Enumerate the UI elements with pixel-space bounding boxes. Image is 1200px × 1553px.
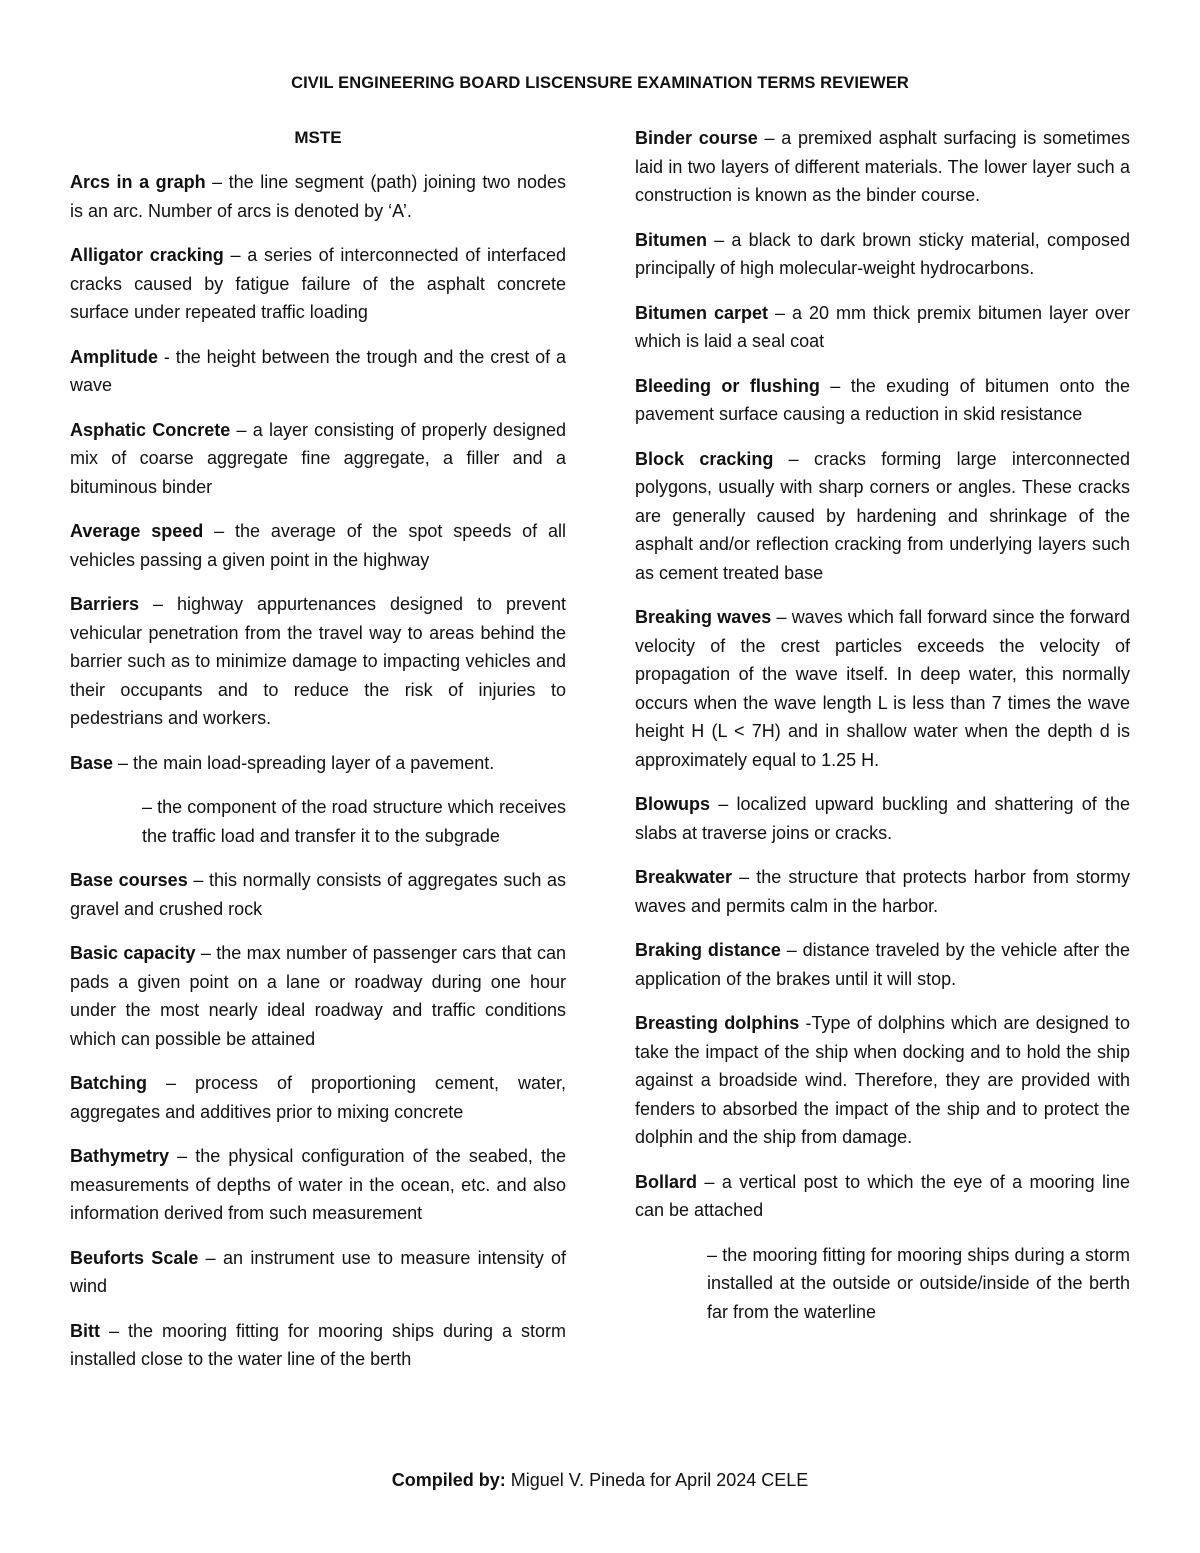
- entry-definition: the mooring fitting for mooring ships during a storm installed close to the water line of the berth: [70, 1320, 567, 1369]
- glossary-entry: [635, 790, 1130, 847]
- entry-term: Base courses: [70, 870, 188, 890]
- glossary-entry: [70, 939, 566, 1053]
- entry-separator: –: [113, 752, 134, 773]
- entry-term: Bleeding or flushing: [635, 375, 820, 396]
- entry-separator: –: [819, 375, 851, 396]
- entry-separator: -: [799, 1013, 812, 1033]
- right-entries: [635, 124, 1130, 1326]
- glossary-entry: [70, 1142, 566, 1228]
- glossary-entry: [70, 343, 566, 400]
- entry-term: Binder course: [635, 128, 758, 148]
- entry-separator: –: [780, 940, 803, 960]
- page-title: CIVIL ENGINEERING BOARD LISCENSURE EXAMINATION TERMS REVIEWER: [291, 74, 909, 92]
- glossary-entry: [70, 416, 566, 502]
- entry-separator: –: [773, 448, 814, 469]
- entry-term: Amplitude: [70, 346, 158, 367]
- entry-definition: a series of interconnected of interfaced cracks caused by fatigue failure of the asphalt concrete surface under repeated traffic loading: [70, 245, 566, 322]
- entry-separator: –: [100, 1320, 128, 1341]
- entry-term: Basic capacity: [70, 943, 196, 963]
- entry-definition: highway appurtenances designed to prevent vehicular penetration from the travel way to areas behind the barrier such as to minimize damage to impacting vehicles and their occupants and to reduce the risk of injuries to pedestrians and workers.: [70, 594, 567, 728]
- entry-definition: the structure that protects harbor from stormy waves and permits calm in the harbor.: [635, 867, 1131, 916]
- entry-term: Barriers: [70, 594, 140, 614]
- glossary-entry: [70, 517, 566, 574]
- left-entries: [70, 168, 566, 1374]
- entry-term: Asphatic Concrete: [70, 419, 231, 440]
- entry-separator: –: [697, 1171, 722, 1192]
- entry-definition: the line segment (path) joining two nodes is an arc. Number of arcs is denoted by ‘A’.: [70, 172, 567, 221]
- entry-separator: -: [158, 346, 176, 367]
- footer-label: Compiled by:: [391, 1470, 506, 1490]
- glossary-entry-continuation: [70, 793, 566, 850]
- glossary-entry: [635, 226, 1130, 283]
- entry-separator: –: [771, 607, 792, 627]
- entry-term: Braking distance: [635, 940, 781, 960]
- entry-term: Bitumen carpet: [635, 302, 769, 323]
- entry-separator: –: [768, 302, 792, 323]
- entry-separator: –: [732, 867, 757, 887]
- entry-definition: the average of the spot speeds of all vehicles passing a given point in the highway: [70, 521, 567, 570]
- footer-text: Miguel V. Pineda for April 2024 CELE: [505, 1470, 809, 1490]
- entry-term: Alligator cracking: [70, 245, 224, 265]
- entry-separator: –: [187, 870, 210, 890]
- entry-term: Breasting dolphins: [635, 1013, 800, 1033]
- glossary-entry: [635, 603, 1130, 774]
- glossary-entry: [70, 168, 566, 225]
- entry-separator: –: [195, 943, 217, 963]
- entry-definition: process of proportioning cement, water, aggregates and additives prior to mixing concrete: [70, 1073, 567, 1122]
- entry-definition: the height between the trough and the crest of a wave: [70, 346, 566, 395]
- glossary-entry: [70, 1244, 566, 1301]
- glossary-entry: [635, 124, 1130, 210]
- entry-definition: waves which fall forward since the forward velocity of the crest particles exceeds the velocity of propagation of the wave itself. In deep water, this normally occurs when the wave length L is less than 7 times the wave height H (L < 7H) and in shallow water when the depth d is approximately equal to 1.25 H.: [635, 607, 1131, 770]
- glossary-entry: [70, 866, 566, 923]
- entry-definition: cracks forming large interconnected polygons, usually with sharp corners or angles. These cracks are generally caused by hardening and shrinkage of the asphalt and/or reflection cracking from underlying layers such as cement treated base: [635, 448, 1130, 583]
- glossary-entry-continuation: [635, 1241, 1130, 1327]
- glossary-entry: [635, 1009, 1130, 1152]
- entry-separator: –: [142, 797, 158, 817]
- entry-definition: a layer consisting of properly designed mix of coarse aggregate fine aggregate, a filler and a bituminous binder: [70, 419, 566, 497]
- entry-term: Batching: [70, 1073, 148, 1093]
- entry-separator: –: [198, 1247, 223, 1268]
- entry-definition: an instrument use to measure intensity of wind: [70, 1247, 567, 1296]
- entry-definition: this normally consists of aggregates such as gravel and crushed rock: [70, 870, 567, 919]
- entry-term: Bitumen: [635, 229, 707, 250]
- glossary-entry: [70, 1069, 566, 1126]
- entry-separator: –: [203, 521, 235, 541]
- entry-term: Bollard: [635, 1171, 698, 1192]
- glossary-entry: [70, 1317, 566, 1374]
- entry-term: Bathymetry: [70, 1146, 170, 1166]
- footer: [0, 1470, 1200, 1491]
- entry-definition: localized upward buckling and shattering of the slabs at traverse joins or cracks.: [635, 794, 1130, 843]
- glossary-entry: [70, 590, 566, 733]
- entry-term: Breaking waves: [635, 607, 772, 627]
- glossary-entry: [635, 1168, 1130, 1225]
- entry-separator: –: [139, 594, 177, 614]
- entry-term: Beuforts Scale: [70, 1247, 199, 1268]
- entry-separator: –: [707, 1244, 723, 1265]
- entry-definition: a 20 mm thick premix bitumen layer over which is laid a seal coat: [635, 302, 1130, 351]
- entry-separator: –: [205, 172, 229, 192]
- entry-separator: –: [707, 229, 732, 250]
- entry-definition: Type of dolphins which are designed to take the impact of the ship when docking and to hold the ship against a broadside wind. Therefore, they are provided with fenders to absorbed the impact of the ship and to protect the dolphin and the ship from damage.: [635, 1013, 1130, 1147]
- entry-definition: the max number of passenger cars that can pads a given point on a lane or roadway during one hour under the most nearly ideal roadway and traffic conditions which can possible be attained: [70, 943, 567, 1049]
- right-column: [635, 124, 1130, 1342]
- entry-definition: a premixed asphalt surfacing is sometimes laid in two layers of different materials. The lower layer such a construction is known as the binder course.: [635, 128, 1130, 205]
- entry-term: Breakwater: [635, 867, 733, 887]
- entry-term: Blowups: [635, 794, 710, 814]
- glossary-entry: [635, 863, 1130, 920]
- entry-term: Block cracking: [635, 448, 774, 469]
- entry-term: Base: [70, 752, 114, 773]
- entry-definition: the main load-spreading layer of a pavement.: [133, 752, 495, 773]
- entry-separator: –: [223, 245, 248, 265]
- entry-separator: –: [230, 419, 253, 440]
- entry-separator: –: [757, 128, 782, 148]
- glossary-entry: [70, 749, 566, 778]
- left-column: [70, 124, 566, 1390]
- entry-separator: –: [169, 1146, 196, 1166]
- glossary-entry: [635, 936, 1130, 993]
- glossary-entry: [70, 241, 566, 327]
- glossary-entry: [635, 299, 1130, 356]
- section-heading: MSTE: [294, 128, 342, 147]
- entry-term: Average speed: [70, 521, 204, 541]
- entry-term: Bitt: [70, 1320, 100, 1341]
- entry-definition: the physical configuration of the seabed, the measurements of depths of water in the ocean, etc. and also information derived from such measurement: [70, 1146, 566, 1223]
- entry-definition: the exuding of bitumen onto the pavement surface causing a reduction in skid resistance: [635, 375, 1130, 424]
- entry-definition: a vertical post to which the eye of a mooring line can be attached: [635, 1171, 1130, 1220]
- entry-separator: –: [147, 1073, 195, 1093]
- entry-definition: a black to dark brown sticky material, composed principally of high molecular-weight hydrocarbons.: [635, 229, 1130, 278]
- glossary-entry: [635, 445, 1130, 588]
- entry-definition: distance traveled by the vehicle after the application of the brakes until it will stop.: [635, 940, 1130, 989]
- entry-term: Arcs in a graph: [70, 172, 206, 192]
- entry-definition: the mooring fitting for mooring ships during a storm installed at the outside or outside/inside of the berth far from the waterline: [707, 1244, 1131, 1322]
- entry-separator: –: [710, 794, 737, 814]
- entry-definition: the component of the road structure which receives the traffic load and transfer it to the subgrade: [142, 797, 566, 846]
- glossary-entry: [635, 372, 1130, 429]
